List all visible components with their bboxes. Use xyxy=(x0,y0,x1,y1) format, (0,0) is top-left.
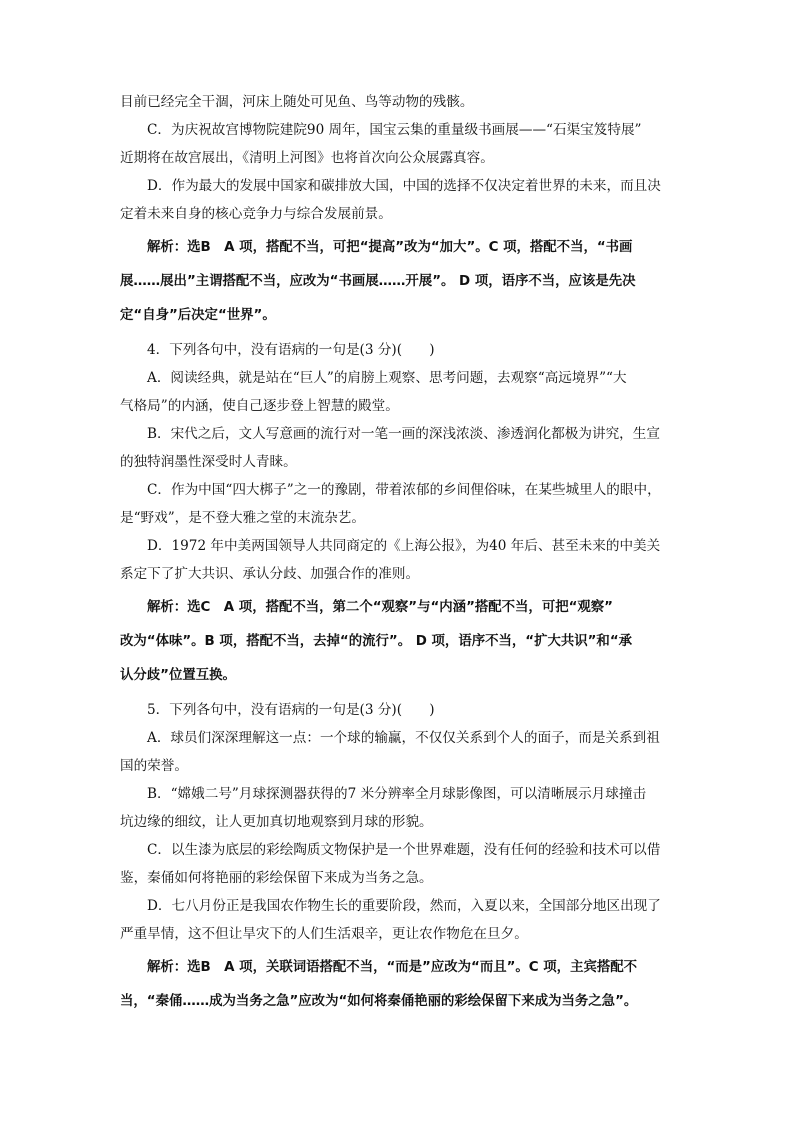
question-4 xyxy=(120,340,678,584)
text-line: A．球员们深深理解这一点：一个球的输赢，不仅仅关系到个人的面子，而是关系到祖 xyxy=(147,730,660,746)
text-line: 严重旱情，这不但让旱灾下的人们生活艰辛，更让农作物危在旦夕。 xyxy=(120,926,528,942)
text-line: C．为庆祝故宫博物院建院90 周年，国宝云集的重量级书画展——“石渠宝笈特展” xyxy=(147,122,642,138)
text-line: 目前已经完全干涸，河床上随处可见鱼、鸟等动物的残骸。 xyxy=(120,94,474,110)
text-line: 认分歧”位置互换。 xyxy=(120,668,236,683)
text-line: 解析：选B A 项，关联词语搭配不当，“而是”应改为“而且”。C 项，主宾搭配不 xyxy=(147,960,638,975)
text-line: 定着未来自身的核心竞争力与综合发展前景。 xyxy=(120,206,392,222)
solution-3 xyxy=(120,238,678,326)
text-line: C．作为中国“四大梆子”之一的豫剧，带着浓郁的乡间俚俗味，在某些城里人的眼中， xyxy=(147,482,661,498)
text-line: 定“自身”后决定“世界”。 xyxy=(120,308,276,323)
text-line: 气格局”的内涵，使自己逐步登上智慧的殿堂。 xyxy=(120,398,399,414)
text-line: 鉴，秦俑如何将艳丽的彩绘保留下来成为当务之急。 xyxy=(120,870,433,886)
question-5 xyxy=(120,700,678,944)
solution-4 xyxy=(120,598,678,686)
text-line: B．宋代之后，文人写意画的流行对一笔一画的深浅浓淡、渗透润化都极为讲究，生宣 xyxy=(147,426,660,442)
text-line: 是“野戏”，是不登大雅之堂的末流杂艺。 xyxy=(120,510,365,526)
option-d xyxy=(120,176,678,224)
question-stem: 5．下列各句中，没有语病的一句是(3 分)( ) xyxy=(147,702,435,718)
text-line: D．作为最大的发展中国家和碳排放大国，中国的选择不仅决定着世界的未来，而且决 xyxy=(147,178,661,194)
text-line: 展……展出”主谓搭配不当，应改为“书画展……开展”。 D 项，语序不当，应该是先决 xyxy=(120,274,636,289)
text-line: 解析：选B A 项，搭配不当，可把“提高”改为“加大”。C 项，搭配不当，“书画 xyxy=(147,240,633,255)
text-line: D．1972 年中美两国领导人共同商定的《上海公报》，为40 年后、甚至未来的中美关 xyxy=(147,538,661,554)
text-line: 近期将在故宫展出，《清明上河图》也将首次向公众展露真容。 xyxy=(120,150,494,166)
text-line: 改为“体味”。B 项，搭配不当，去掉“的流行”。 D 项，语序不当，“扩大共识”和“承 xyxy=(120,634,633,649)
text-line: 当，“秦俑……成为当务之急”应改为“如何将秦俑艳丽的彩绘保留下来成为当务之急”。 xyxy=(120,994,638,1009)
text-line: 坑边缘的细纹，让人更加真切地观察到月球的形貌。 xyxy=(120,814,433,830)
option-c-prev-continuation xyxy=(120,92,678,112)
text-line: B．“嫦娥二号”月球探测器获得的7 米分辨率全月球影像图，可以清晰展示月球撞击 xyxy=(147,786,647,802)
text-line: D．七八月份正是我国农作物生长的重要阶段，然而，入夏以来，全国部分地区出现了 xyxy=(147,898,661,914)
solution-5 xyxy=(120,958,678,1012)
text-line: 国的荣誉。 xyxy=(120,758,188,774)
question-stem: 4．下列各句中，没有语病的一句是(3 分)( ) xyxy=(147,342,435,358)
text-line: 系定下了扩大共识、承认分歧、加强合作的准则。 xyxy=(120,566,420,582)
text-line: C．以生漆为底层的彩绘陶质文物保护是一个世界难题，没有任何的经验和技术可以借 xyxy=(147,842,661,858)
option-c xyxy=(120,120,678,168)
text-line: A．阅读经典，就是站在“巨人”的肩膀上观察、思考问题，去观察“高远境界”“大 xyxy=(147,370,627,386)
text-line: 解析：选C A 项，搭配不当，第二个“观察”与“内涵”搭配不当，可把“观察” xyxy=(147,600,613,615)
text-line: 的独特润墨性深受时人青睐。 xyxy=(120,454,297,470)
